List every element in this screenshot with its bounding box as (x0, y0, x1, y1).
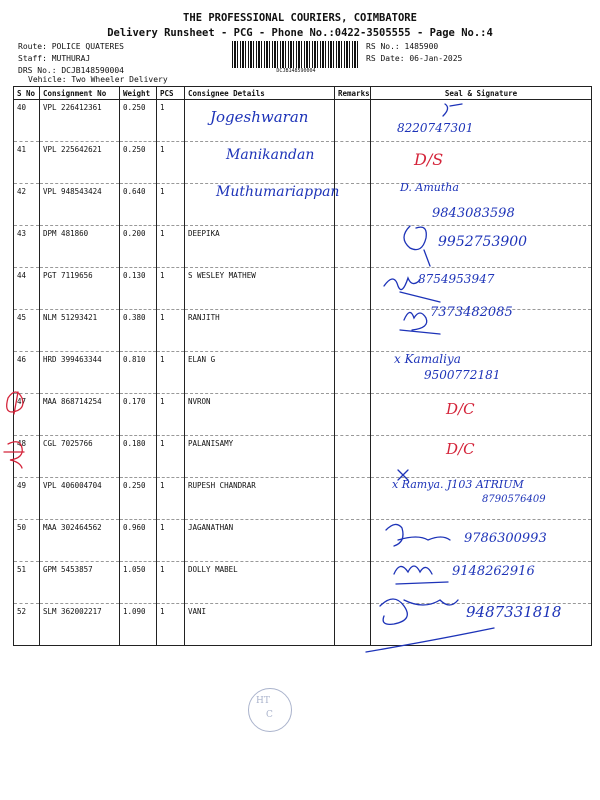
cell-sno: 44 (14, 268, 40, 310)
cell-consignee: DEEPIKA (185, 226, 335, 268)
cell-sno: 46 (14, 352, 40, 394)
col-weight: Weight (120, 87, 157, 100)
cell-consignee: ELAN G (185, 352, 335, 394)
cell-pcs: 1 (157, 310, 185, 352)
handwritten-phone-43: 9952753900 (438, 234, 528, 250)
signature-51 (394, 566, 448, 584)
cell-consignee: VANI (185, 604, 335, 646)
cell-pcs: 1 (157, 436, 185, 478)
cell-sno: 40 (14, 100, 40, 142)
cell-weight: 0.250 (120, 142, 157, 184)
handwritten-signature-42: D. Amutha (400, 181, 459, 194)
cell-pcs: 1 (157, 184, 185, 226)
cell-pcs: 1 (157, 352, 185, 394)
drs-number: DRS No.: DCJB148590004 (18, 66, 124, 75)
handwritten-phone-50: 9786300993 (464, 531, 547, 546)
cell-weight: 1.050 (120, 562, 157, 604)
handwritten-name-49: x Ramya. J103 ATRIUM (392, 478, 524, 491)
cell-pcs: 1 (157, 142, 185, 184)
signature-44 (384, 278, 440, 302)
cell-consignment: VPL 225642621 (40, 142, 120, 184)
route-label: Route: POLICE QUATERES (18, 42, 124, 51)
runsheet-subtitle: Delivery Runsheet - PCG - Phone No.:0422-3505555 - Page No.:4 (107, 27, 493, 39)
barcode-text: DCJB148590004 (276, 68, 316, 74)
red-mark-48 (4, 442, 24, 468)
signature-43 (404, 226, 430, 266)
col-consignment: Consignment No (40, 87, 120, 100)
handwritten-phone-42: 9843083598 (432, 206, 515, 221)
cell-weight: 0.810 (120, 352, 157, 394)
red-mark-47 (7, 392, 23, 414)
cell-weight: 0.960 (120, 520, 157, 562)
cell-consignment: HRD 399463344 (40, 352, 120, 394)
handwritten-phone-49: 8790576409 (482, 494, 546, 505)
col-remarks: Remarks (335, 87, 371, 100)
cell-pcs: 1 (157, 520, 185, 562)
signature-45 (400, 312, 440, 334)
cell-consignee: NVRON (185, 394, 335, 436)
cell-consignee: RUPESH CHANDRAR (185, 478, 335, 520)
cell-sno: 41 (14, 142, 40, 184)
handwritten-remark-48: D/C (446, 440, 475, 458)
cell-consignment: VPL 406004704 (40, 478, 120, 520)
cell-consignment: SLM 362002217 (40, 604, 120, 646)
rs-date: RS Date: 06-Jan-2025 (366, 54, 463, 63)
cell-pcs: 1 (157, 562, 185, 604)
handwritten-remark-47: D/C (446, 400, 475, 418)
company-title: THE PROFESSIONAL COURIERS, COIMBATORE (183, 12, 417, 24)
col-sno: S No (14, 87, 40, 100)
signature-52 (366, 599, 494, 652)
cell-consignment: VPL 226412361 (40, 100, 120, 142)
cell-consignee: RANJITH (185, 310, 335, 352)
faded-stamp-mark-2: C (266, 710, 273, 720)
cell-consignment: NLM 51293421 (40, 310, 120, 352)
cell-consignment: MAA 868714254 (40, 394, 120, 436)
cell-weight: 1.090 (120, 604, 157, 646)
cell-consignment: PGT 7119656 (40, 268, 120, 310)
cell-sno: 45 (14, 310, 40, 352)
handwritten-phone-44: 8754953947 (418, 272, 495, 286)
cell-weight: 0.170 (120, 394, 157, 436)
cell-sno: 50 (14, 520, 40, 562)
vehicle-label: Vehicle: Two Wheeler Delivery (28, 75, 168, 84)
cell-sno: 48 (14, 436, 40, 478)
cell-sno: 42 (14, 184, 40, 226)
col-pcs: PCS (157, 87, 185, 100)
cell-consignment: VPL 948543424 (40, 184, 120, 226)
cell-pcs: 1 (157, 100, 185, 142)
rs-number: RS No.: 1485900 (366, 42, 439, 51)
handwritten-phone-40: 8220747301 (397, 121, 474, 135)
handwritten-phone-52: 9487331818 (466, 603, 562, 621)
faded-stamp-mark: HT (256, 696, 270, 706)
cell-pcs: 1 (157, 394, 185, 436)
cell-weight: 0.250 (120, 478, 157, 520)
cell-pcs: 1 (157, 604, 185, 646)
cell-sno: 49 (14, 478, 40, 520)
cell-consignee: PALANISAMY (185, 436, 335, 478)
cell-consignee: DOLLY MABEL (185, 562, 335, 604)
cell-sno: 52 (14, 604, 40, 646)
cell-pcs: 1 (157, 268, 185, 310)
handwritten-name-41: Manikandan (226, 147, 315, 163)
cell-pcs: 1 (157, 478, 185, 520)
signature-50 (386, 524, 450, 546)
cell-weight: 0.640 (120, 184, 157, 226)
signature-cross-49 (398, 470, 408, 480)
handwritten-name-40: Jogeshwaran (210, 108, 309, 126)
cell-consignment: CGL 7025766 (40, 436, 120, 478)
col-consignee: Consignee Details (185, 87, 335, 100)
cell-weight: 0.380 (120, 310, 157, 352)
cell-weight: 0.250 (120, 100, 157, 142)
cell-consignment: DPM 481860 (40, 226, 120, 268)
cell-weight: 0.180 (120, 436, 157, 478)
handwritten-name-42: Muthumariappan (216, 184, 340, 200)
cell-weight: 0.130 (120, 268, 157, 310)
cell-consignee: S WESLEY MATHEW (185, 268, 335, 310)
cell-consignee: JAGANATHAN (185, 520, 335, 562)
handwritten-phone-51: 9148262916 (452, 564, 535, 579)
cell-weight: 0.200 (120, 226, 157, 268)
cell-consignment: GPM 5453857 (40, 562, 120, 604)
staff-label: Staff: MUTHURAJ (18, 54, 91, 63)
handwritten-phone-45: 7373482085 (430, 305, 513, 320)
cell-consignment: MAA 302464562 (40, 520, 120, 562)
cell-pcs: 1 (157, 226, 185, 268)
signature-40 (443, 104, 462, 116)
cell-sno: 51 (14, 562, 40, 604)
handwritten-remark-41: D/S (414, 150, 444, 169)
cell-sno: 43 (14, 226, 40, 268)
col-signature: Seal & Signature (371, 87, 592, 100)
handwritten-name-46: x Kamaliya (394, 352, 461, 366)
handwritten-phone-46: 9500772181 (424, 368, 501, 382)
cell-sno: 47 (14, 394, 40, 436)
